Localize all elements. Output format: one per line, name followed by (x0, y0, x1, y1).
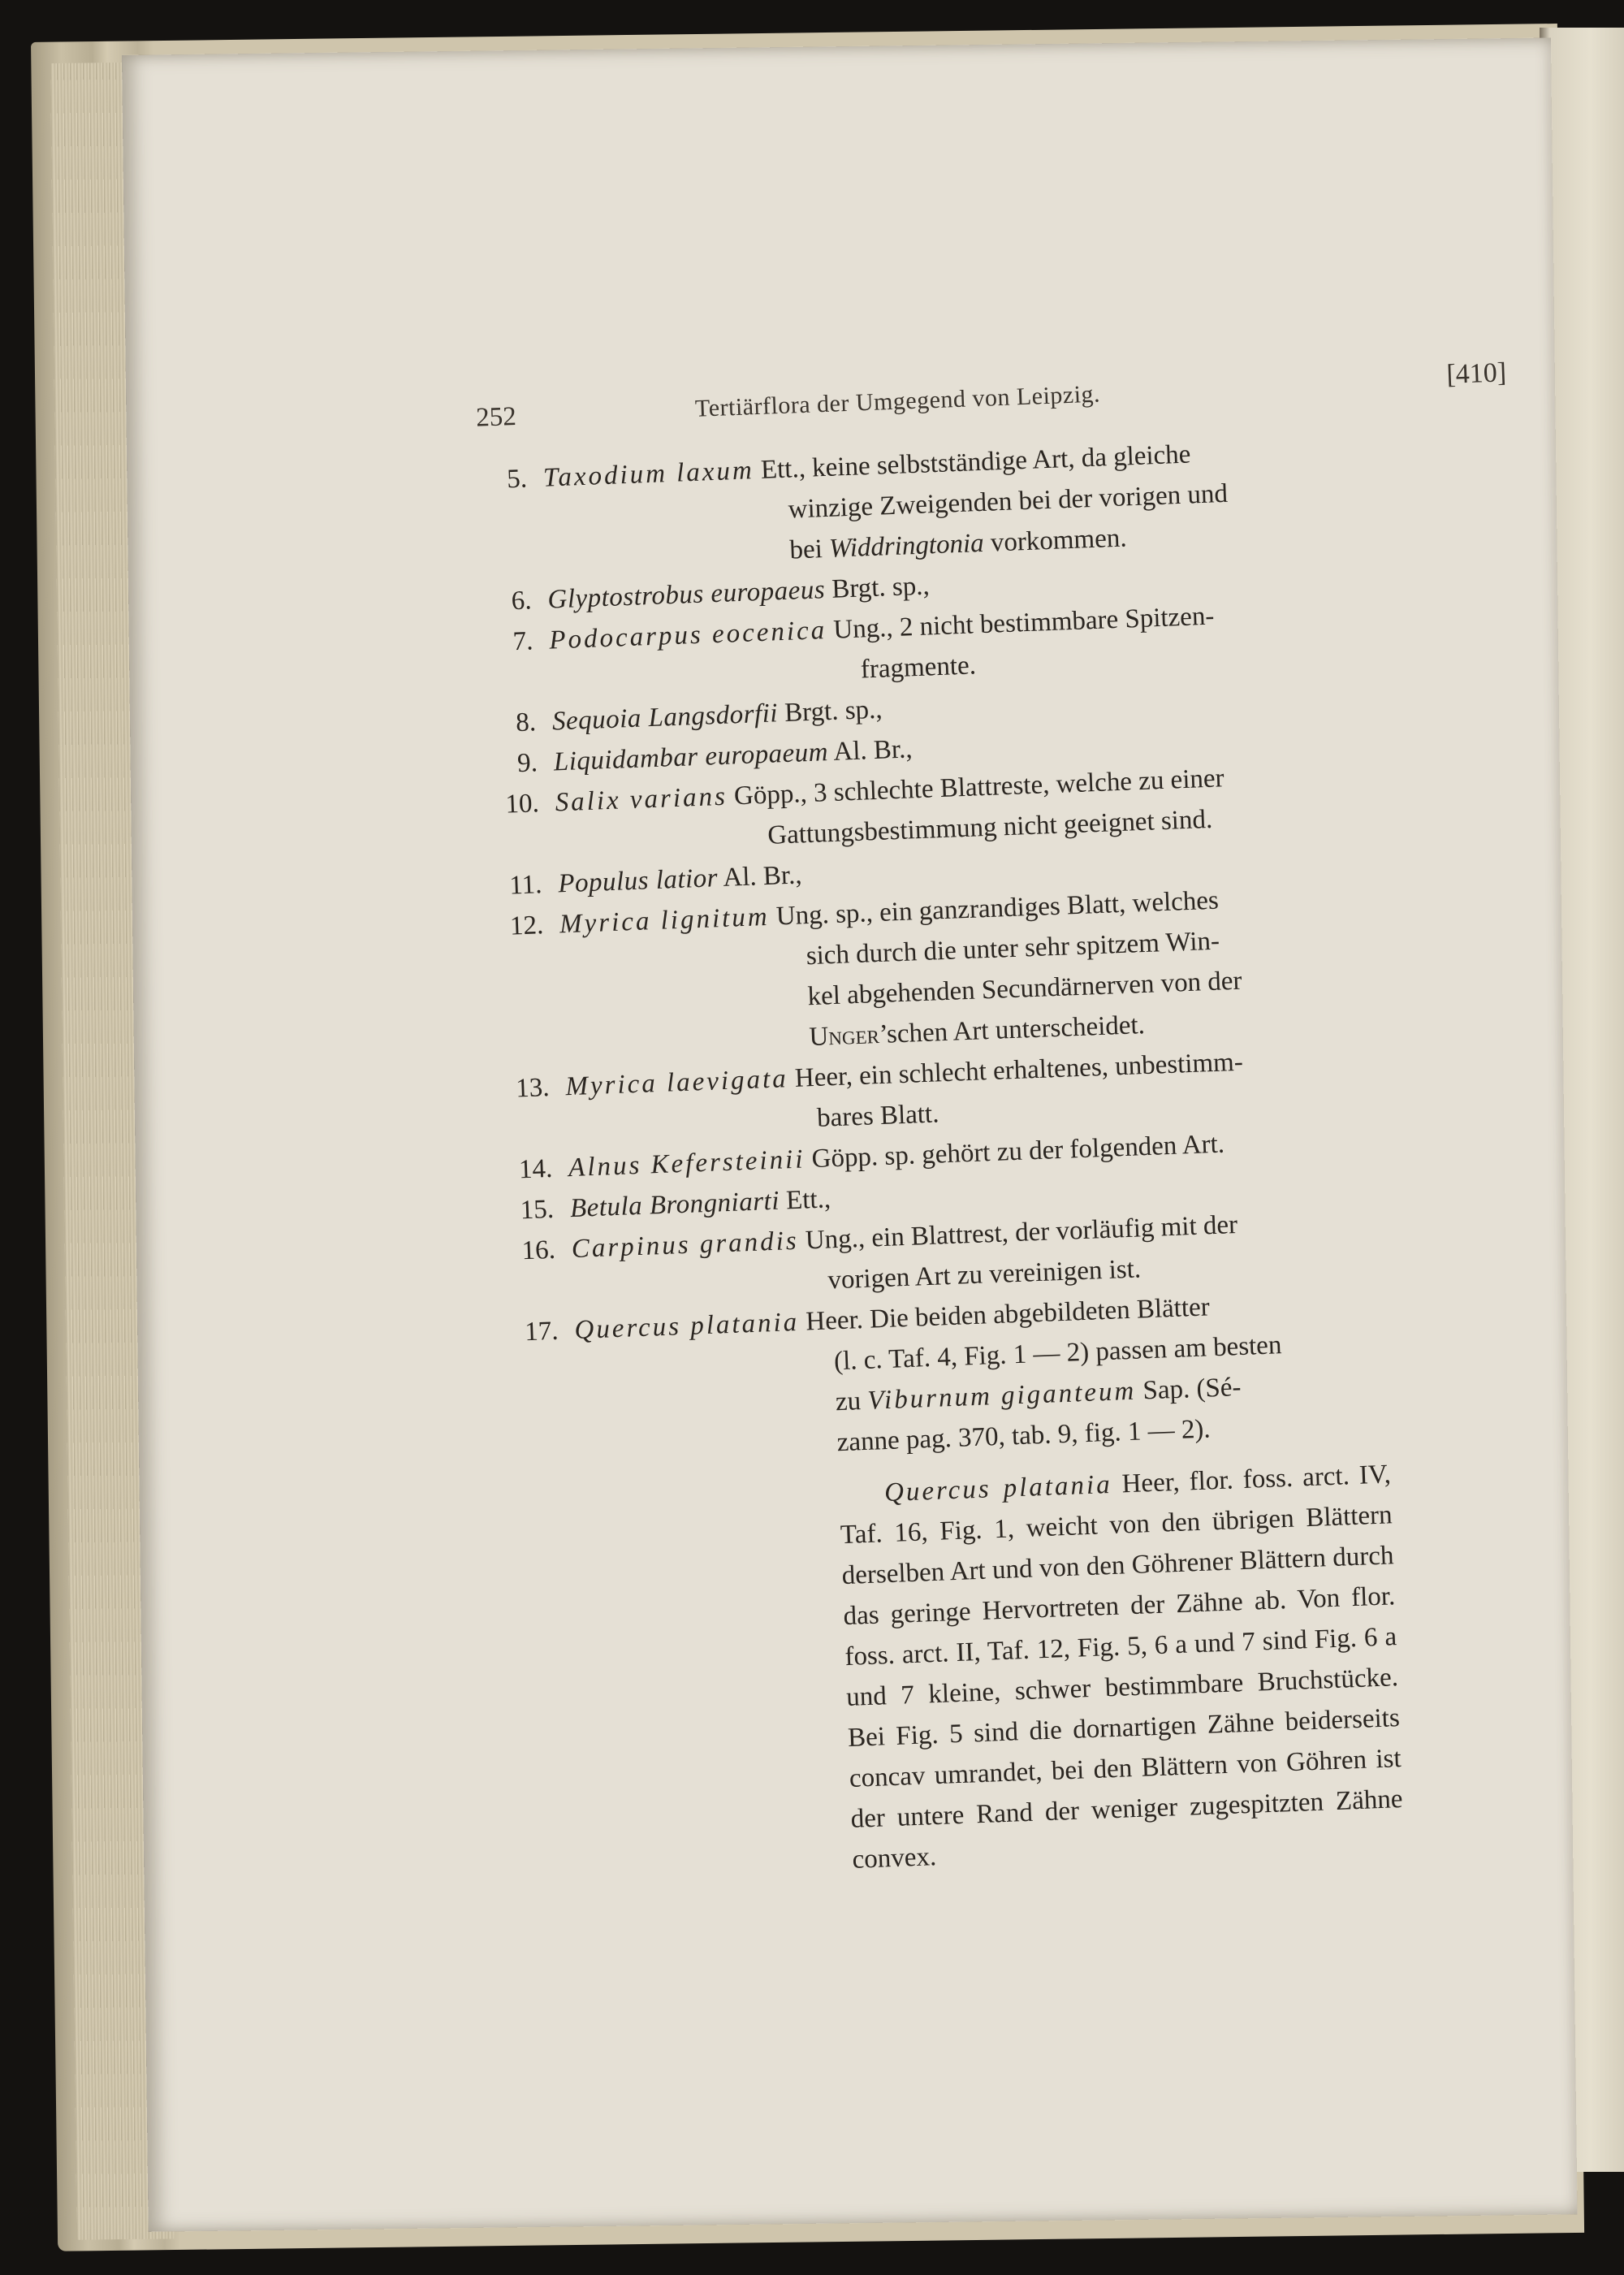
item-text: Ett., keine selbstständige Art, da gleiche (754, 439, 1191, 486)
item-text: Ung. sp., ein ganzrandiges Blatt, welches (768, 885, 1220, 932)
item-text-line: fragmente. (860, 651, 977, 685)
item-number: 5. (506, 464, 528, 495)
item-text: Brgt. sp., (824, 571, 931, 605)
species-name: Podocarpus eocenica (548, 616, 827, 655)
item-text: ’schen Art unterscheidet. (879, 1010, 1146, 1049)
item-text: Al. Br., (717, 860, 803, 893)
item-text-line: winzige Zweigenden bei der vorigen und (788, 478, 1229, 525)
item-number: 11. (508, 870, 543, 901)
item-number: 9. (516, 748, 538, 779)
item-text-line: vorigen Art zu vereinigen ist. (827, 1254, 1142, 1295)
reference-number: [410] (1445, 357, 1507, 390)
item-text-line: (l. c. Taf. 4, Fig. 1 — 2) passen am besten (833, 1330, 1282, 1377)
genus-name: Widdringtonia (828, 528, 985, 564)
item-text: Göpp. sp. gehört zu der folgenden Art. (804, 1129, 1225, 1174)
item-text-line: bares Blatt. (816, 1099, 940, 1133)
item-continuation (510, 1321, 1405, 1892)
species-name: Viburnum giganteum (866, 1376, 1137, 1416)
page-number: 252 (475, 401, 517, 433)
book-page (122, 37, 1578, 2231)
item-number: 14. (518, 1153, 553, 1185)
species-name: Quercus platania (883, 1469, 1113, 1508)
item-text: Ett., (779, 1184, 831, 1216)
item-number: 10. (504, 789, 540, 820)
species-name: Carpinus grandis (571, 1226, 800, 1265)
item-number: 8. (515, 707, 537, 738)
species-name: Alnus Kefersteinii (568, 1144, 806, 1183)
item-text: Brgt. sp., (777, 694, 883, 729)
item-text: zu (835, 1386, 869, 1417)
species-name: Populus latior (557, 863, 719, 899)
species-name: Liquidambar europaeum (553, 737, 829, 777)
paragraph-text: Heer, flor. foss. arct. IV, Taf. 16, Fig. 1, weicht von den übrigen Blättern derselben Art und von den Göhrener Blättern durch das geringe Hervortreten der Zähne ab. Von flor. foss. arct. II, Taf. 12, Fig. 5, 6 a und 7 sind Fig. 6 a und 7 kleine, schwer bestimmbare Bruchstücke. Bei Fig. 5 sind die dornartigen Zähne beiderseits concav umrandet, bei den Blättern von Göhren ist der untere Rand der weniger zugespitzten Zähne convex. (840, 1460, 1404, 1875)
species-name: Myrica lignitum (559, 902, 771, 940)
page-content (475, 354, 1561, 1892)
species-name: Sequoia Langsdorfii (551, 699, 779, 737)
item-text: Ung., 2 nicht bestimmbare Spitzen- (826, 601, 1215, 646)
item-text: Heer. Die beiden abgebildeten Blätter (798, 1292, 1211, 1337)
item-text: bei (788, 534, 830, 565)
list-item (509, 1274, 1561, 1892)
item-text: vorkommen. (983, 523, 1128, 558)
item-number: 6. (511, 586, 533, 616)
item-text-line: sich durch die unter sehr spitzem Win- (806, 926, 1220, 971)
species-name: Taxodium laxum (542, 456, 755, 493)
species-name: Salix varians (555, 781, 728, 818)
author-name: Unger (808, 1020, 880, 1053)
item-number: 7. (512, 626, 534, 657)
item-text-line: zanne pag. 370, tab. 9, fig. 1 — 2). (836, 1414, 1212, 1458)
item-number: 15. (520, 1194, 555, 1226)
species-name: Myrica laevigata (564, 1064, 789, 1102)
species-name: Betula Brongniarti (569, 1186, 780, 1224)
item-number: 12. (509, 910, 544, 941)
item-number: 16. (520, 1235, 556, 1266)
item-text: Heer, ein schlecht erhaltenes, unbestimm- (788, 1047, 1244, 1094)
species-list (477, 422, 1561, 1892)
item-number: 17. (524, 1316, 559, 1347)
item-text-line: Gattungsbestimmung nicht geeignet sind. (767, 804, 1213, 850)
item-text: Ung., ein Blattrest, der vorläufig mit der (797, 1210, 1238, 1256)
running-title: Tertiärflora der Umgegend von Leipzig. (694, 380, 1101, 422)
species-name: Glyptostrobus europaeus (546, 575, 826, 615)
item-text: Al. Br., (827, 734, 914, 768)
item-number: 13. (515, 1072, 551, 1104)
item-text: Sap. (Sé- (1135, 1372, 1242, 1406)
species-name: Quercus platania (573, 1307, 800, 1345)
item-text: Göpp., 3 schlechte Blattreste, welche zu einer (727, 763, 1225, 811)
discussion-paragraph (838, 1454, 1405, 1880)
item-text-line: kel abgehenden Secundärnerven von der (806, 966, 1243, 1012)
